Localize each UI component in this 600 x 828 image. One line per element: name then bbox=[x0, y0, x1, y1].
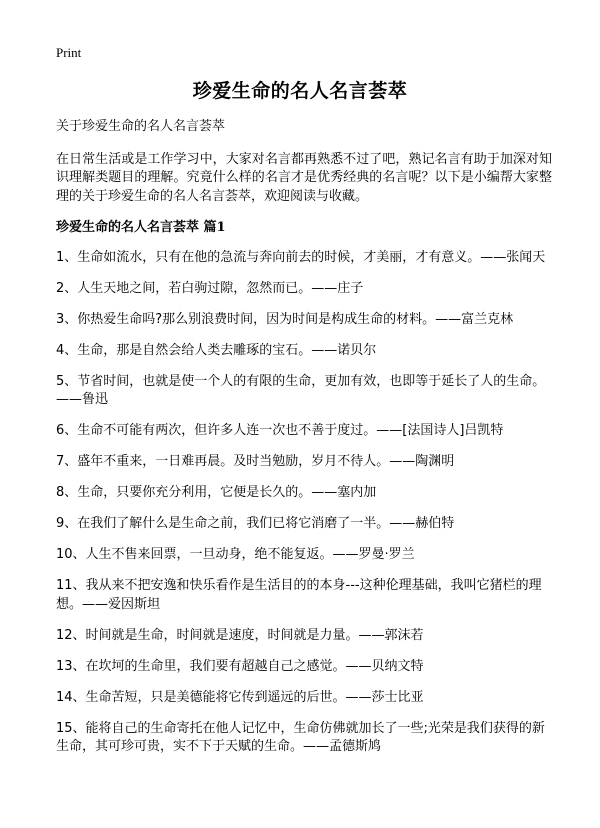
quote-item: 9、在我们了解什么是生命之前，我们已将它消磨了一半。——赫伯特 bbox=[56, 516, 455, 531]
quote-item: 2、人生天地之间，若白驹过隙，忽然而已。——庄子 bbox=[56, 280, 364, 296]
quote-item: 13、在坎坷的生命里，我们要有超越自己之感觉。——贝纳文特 bbox=[56, 658, 424, 674]
quote-item: 6、生命不可能有两次，但许多人连一次也不善于度过。——[法国诗人]吕凯特 bbox=[56, 423, 504, 438]
quote-item: 3、你热爱生命吗?那么别浪费时间，因为时间是构成生命的材料。——富兰克林 bbox=[56, 311, 514, 327]
print-label: Print bbox=[56, 45, 82, 60]
quote-item: 10、人生不售来回票，一旦动身，绝不能复返。——罗曼·罗兰 bbox=[56, 547, 415, 562]
quote-item: 7、盛年不重来，一日难再晨。及时当勉励，岁月不待人。——陶渊明 bbox=[56, 454, 455, 469]
document-subtitle: 关于珍爱生命的名人名言荟萃 bbox=[56, 119, 226, 134]
quote-item: 11、我从来不把安逸和快乐看作是生活目的的本身---这种伦理基础，我叫它猪栏的理想。——爱因斯坦 bbox=[56, 578, 542, 612]
quote-list bbox=[56, 249, 552, 757]
quote-item: 1、生命如流水，只有在他的急流与奔向前去的时候，才美丽，才有意义。——张闻天 bbox=[56, 249, 546, 265]
quote-item: 14、生命苦短，只是美德能将它传到遥远的后世。——莎士比亚 bbox=[56, 689, 424, 705]
document-content bbox=[56, 118, 552, 769]
quote-item: 4、生命，那是自然会给人类去雕琢的宝石。——诺贝尔 bbox=[56, 342, 377, 358]
section-heading: 珍爱生命的名人名言荟萃 篇1 bbox=[56, 220, 226, 235]
intro-paragraph: 在日常生活或是工作学习中，大家对名言都再熟悉不过了吧，熟记名言有助于加深对知识理解类题目的理解。究竟什么样的名言才是优秀经典的名言呢？以下是小编帮大家整理的关于珍爱生命的名人名言荟萃，欢迎阅读与收藏。 bbox=[56, 151, 552, 204]
document-title: 珍爱生命的名人名言荟萃 bbox=[192, 80, 408, 102]
quote-item: 5、节省时间，也就是使一个人的有限的生命，更加有效，也即等于延长了人的生命。——鲁迅 bbox=[56, 373, 546, 407]
quote-item: 12、时间就是生命，时间就是速度，时间就是力量。——郭沫若 bbox=[56, 627, 424, 643]
quote-item: 8、生命，只要你充分利用，它便是长久的。——塞内加 bbox=[56, 485, 377, 500]
quote-item: 15、能将自己的生命寄托在他人记忆中，生命仿佛就加长了一些;光荣是我们获得的新生命，其可珍可贵，实不下于天赋的生命。——孟德斯鸠 bbox=[56, 720, 545, 754]
